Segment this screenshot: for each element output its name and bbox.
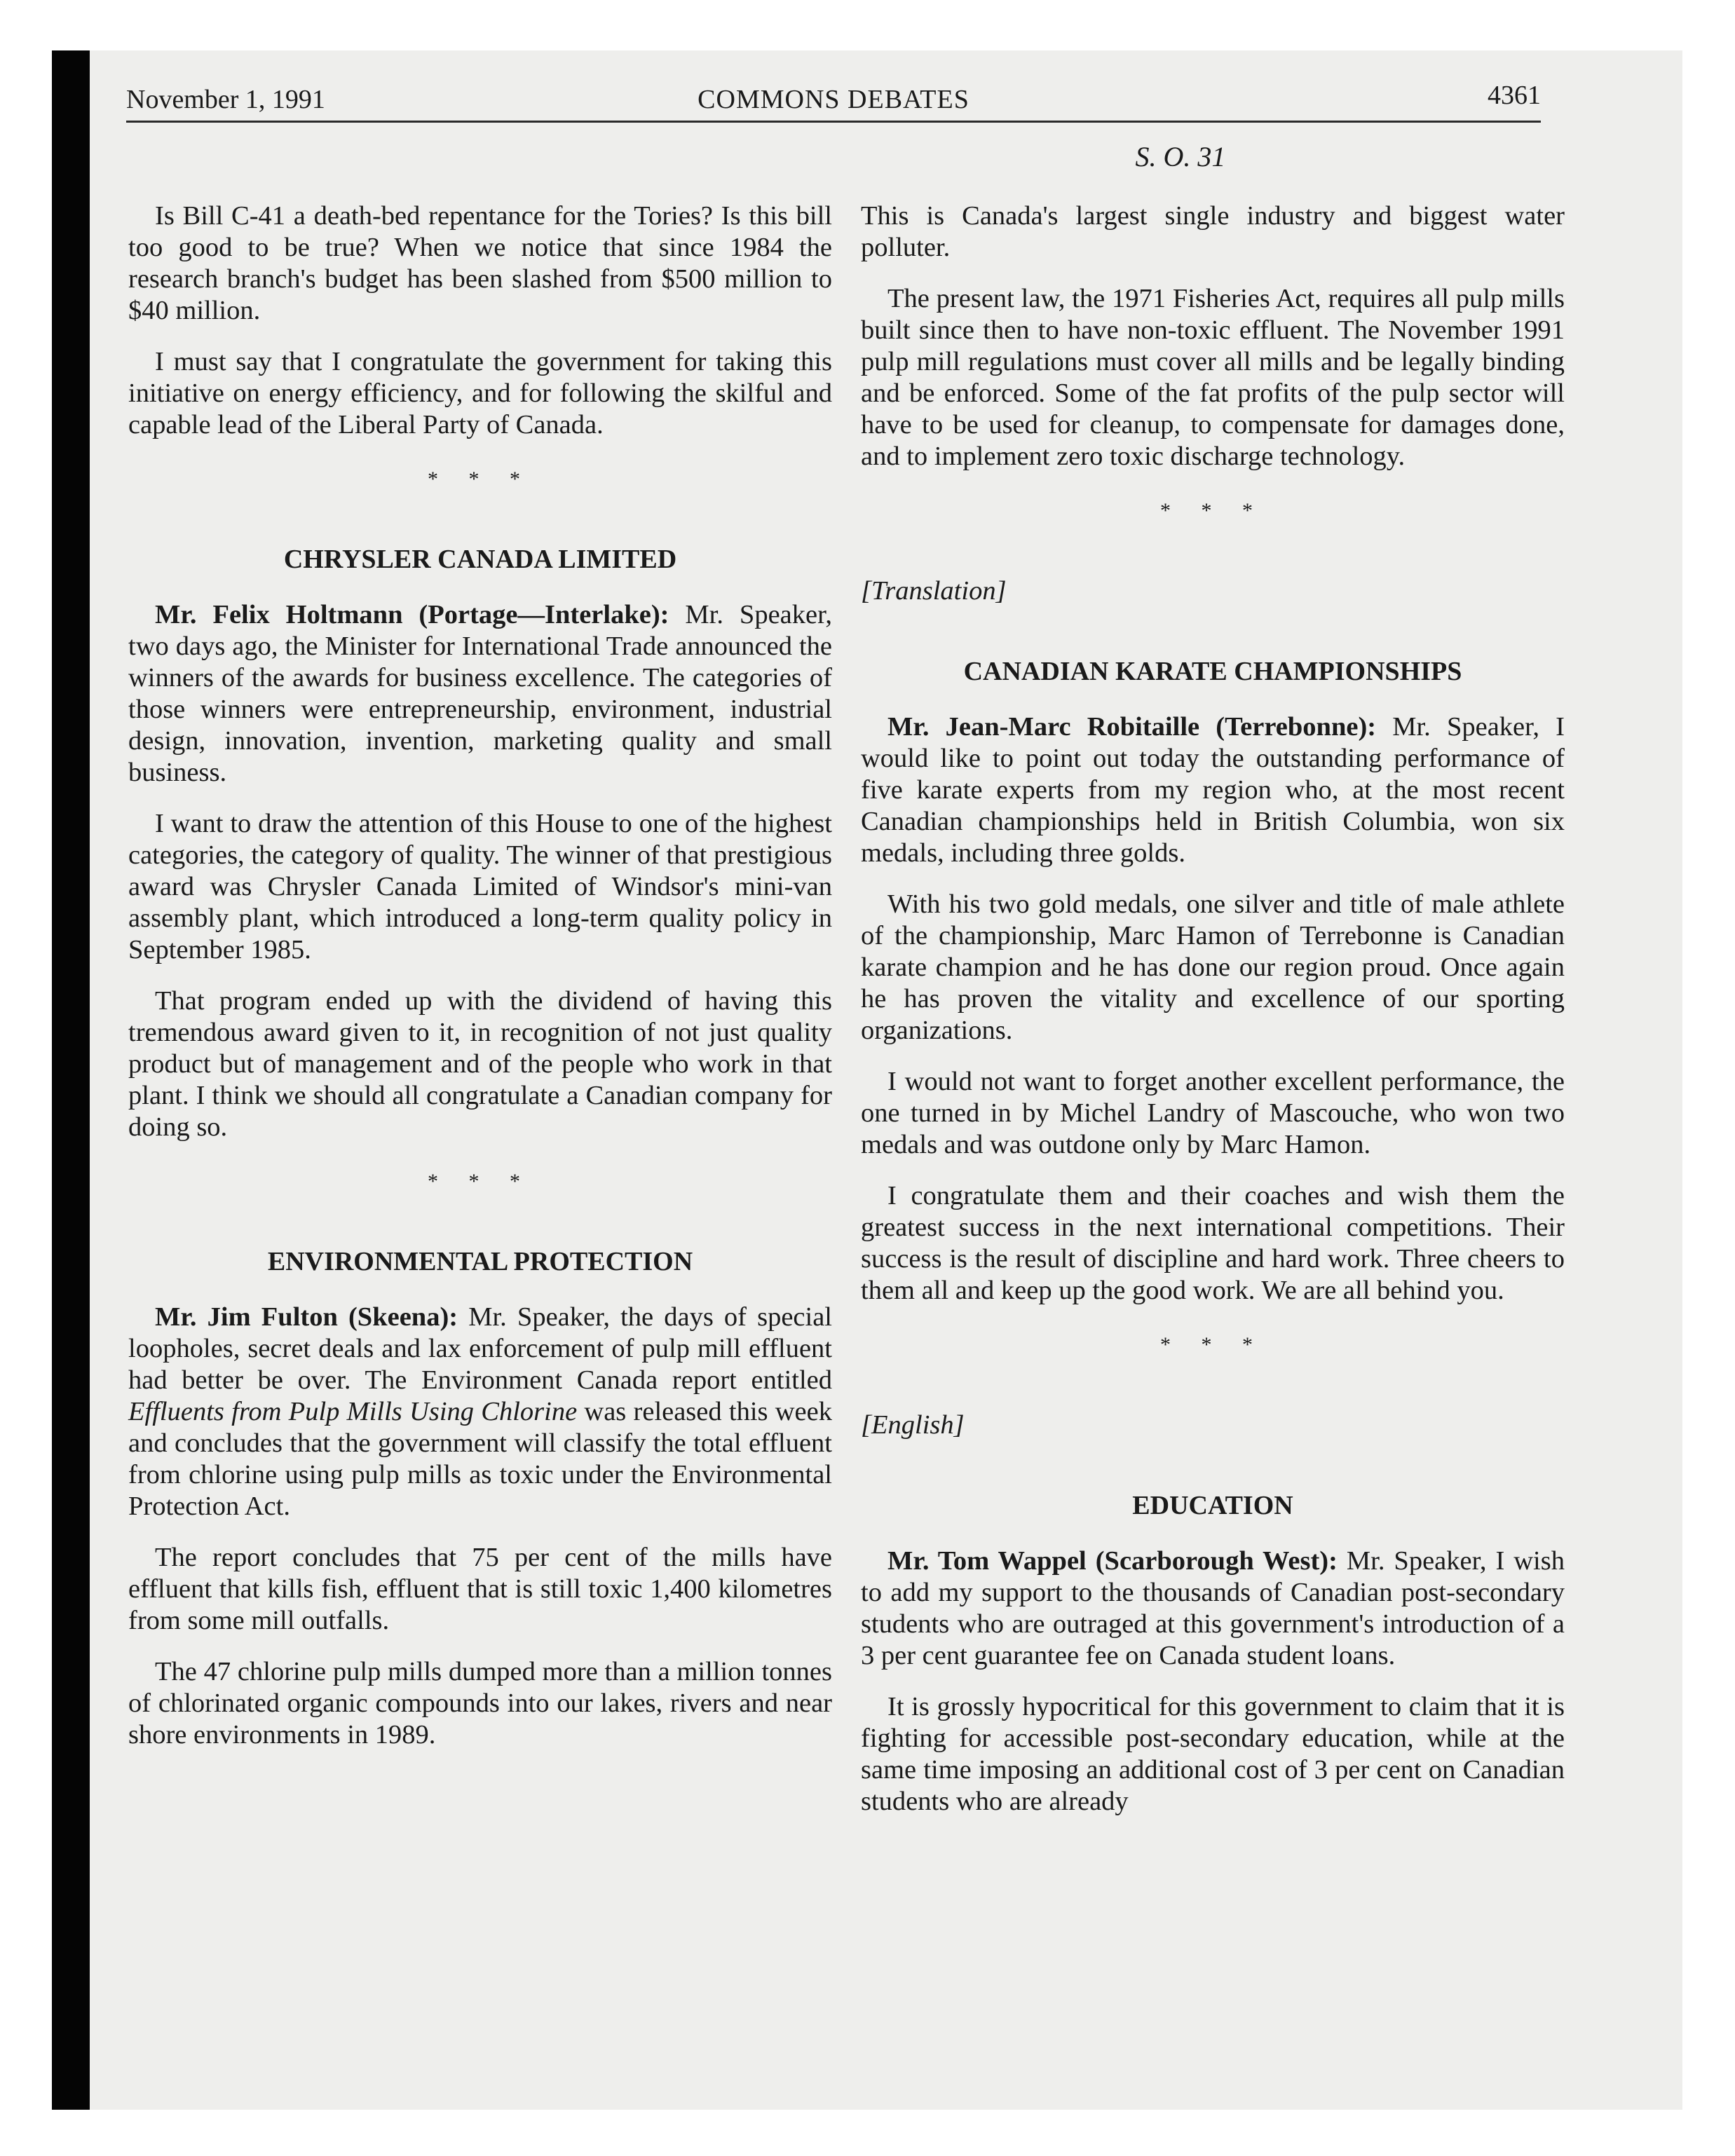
paragraph — [861, 1546, 1565, 1672]
speech-text: Mr. Speaker, two days ago, the Minister for International Trade announced the winners of the awards for business excellence. The categories of those winners were entrepreneurship, environment, industrial design, innovation, invention, marketing quality and small business. — [128, 600, 832, 787]
paragraph: With his two gold medals, one silver and title of male athlete of the championship, Marc Hamon of Terrebonne is Canadian karate champion and he has done our region proud. Once again he has proven the vitality and excellence of our sporting organizations. — [861, 889, 1565, 1045]
section-separator: * * * — [428, 468, 533, 491]
paragraph: The report concludes that 75 per cent of the mills have effluent that kills fish, effluent that is still toxic 1,400 kilometres from some mill outfalls. — [128, 1543, 832, 1635]
speech-text: was released this week and concludes that the government will classify the total effluent from chlorine using pulp mills as toxic under the Environmental Protection Act. — [128, 1397, 832, 1521]
paragraph — [128, 599, 832, 789]
paragraph: The present law, the 1971 Fisheries Act, requires all pulp mills built since then to have non-toxic effluent. The November 1991 pulp mill regulations must cover all mills and be legally binding and be enforced. Some of the fat profits of the pulp sector will have to be used for cleanup, to compensate for damages done, and to implement zero toxic discharge technology. — [861, 284, 1565, 471]
header-title: COMMONS DEBATES — [698, 85, 969, 114]
report-title: Effluents from Pulp Mills Using Chlorine — [128, 1397, 578, 1426]
paragraph: I must say that I congratulate the government for taking this initiative on energy efficiency, and for following the skilful and capable lead of the Liberal Party of Canada. — [128, 347, 832, 439]
left-column — [128, 200, 832, 1770]
paragraph: This is Canada's largest single industry and biggest water polluter. — [861, 201, 1565, 262]
section-separator: * * * — [1160, 1333, 1265, 1356]
paragraph: I would not want to forget another excellent performance, the one turned in by Michel Landry of Mascouche, who won two medals and was outdone only by Marc Hamon. — [861, 1067, 1565, 1159]
page-header — [126, 79, 1541, 121]
paragraph: I want to draw the attention of this House to one of the highest categories, the category of quality. The winner of that prestigious award was Chrysler Canada Limited of Windsor's mini-van assembly plant, which introduced a long-term quality policy in September 1985. — [128, 809, 832, 964]
speaker-name: Mr. Jim Fulton (Skeena): — [155, 1302, 458, 1332]
speaker-name: Mr. Tom Wappel (Scarborough West): — [887, 1546, 1338, 1576]
speech-text: Mr. Speaker, I would like to point out today the outstanding performance of five karate experts from my region who, at the most recent Canadian championships held in British Columbia, won six medals, including three golds. — [861, 712, 1565, 868]
paragraph: The 47 chlorine pulp mills dumped more than a million tonnes of chlorinated organic compounds into our lakes, rivers and near shore environments in 1989. — [128, 1657, 832, 1749]
header-rule — [126, 121, 1541, 123]
language-marker: [Translation] — [861, 576, 1007, 606]
header-date: November 1, 1991 — [126, 85, 325, 114]
paragraph — [128, 1302, 832, 1522]
section-separator: * * * — [1160, 499, 1265, 522]
binding-edge — [52, 50, 90, 2110]
paragraph: I congratulate them and their coaches and wish them the greatest success in the next international competitions. Their success is the result of discipline and hard work. Three cheers to them all and keep up the good work. We are all behind you. — [861, 1181, 1565, 1305]
speaker-name: Mr. Jean-Marc Robitaille (Terrebonne): — [887, 712, 1377, 742]
paragraph: That program ended up with the dividend of having this tremendous award given to it, in recognition of not just quality product but of management and of the people who work in that plant. I think we should all congratulate a Canadian company for doing so. — [128, 986, 832, 1142]
section-heading: CANADIAN KARATE CHAMPIONSHIPS — [963, 657, 1462, 686]
section-heading: CHRYSLER CANADA LIMITED — [283, 545, 677, 574]
right-column — [861, 200, 1565, 1837]
language-marker: [English] — [861, 1410, 965, 1440]
section-marker: S. O. 31 — [1135, 141, 1226, 172]
paragraph: Is Bill C-41 a death-bed repentance for the Tories? Is this bill too good to be true? When we notice that since 1984 the research branch's budget has been slashed from $500 million to $40 million. — [128, 201, 832, 325]
speech-text: Mr. Speaker, the days of special loopholes, secret deals and lax enforcement of pulp mill effluent had better be over. The Environment Canada report entitled — [128, 1302, 832, 1395]
section-heading: ENVIRONMENTAL PROTECTION — [267, 1247, 693, 1276]
speech-text: Mr. Speaker, I wish to add my support to the thousands of Canadian post-secondary students who are outraged at this government's introduction of a 3 per cent guarantee fee on Canada student loans. — [861, 1546, 1565, 1670]
section-separator: * * * — [428, 1170, 533, 1193]
section-heading: EDUCATION — [1132, 1491, 1293, 1520]
speaker-name: Mr. Felix Holtmann (Portage—Interlake): — [155, 600, 669, 629]
paragraph: It is grossly hypocritical for this government to claim that it is fighting for accessible post-secondary education, while at the same time imposing an additional cost of 3 per cent on Canadian students who are already — [861, 1692, 1565, 1816]
page-number: 4361 — [1488, 81, 1541, 110]
paragraph — [861, 711, 1565, 869]
